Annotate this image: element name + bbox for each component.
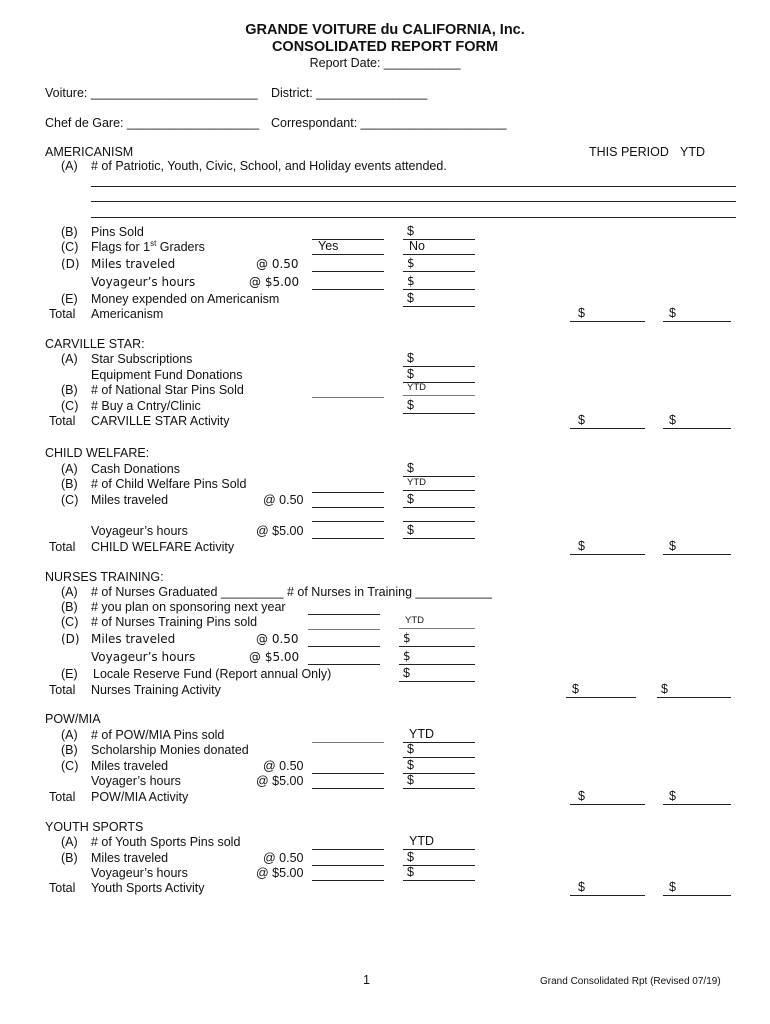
dollar-sign: $: [578, 539, 585, 553]
national-star-pins-label: # of National Star Pins Sold: [91, 383, 244, 397]
star-subscriptions-label: Star Subscriptions: [91, 352, 193, 366]
dollar-sign: $: [578, 789, 585, 803]
dollar-sign: $: [407, 492, 414, 506]
nurses-total-period-field[interactable]: [566, 682, 636, 698]
item-code: (A): [61, 835, 78, 849]
item-code: (A): [61, 462, 78, 476]
reserve-fund-field[interactable]: [399, 666, 475, 682]
miles-rate: @ 0.50: [263, 493, 304, 507]
voyageur-qty-field[interactable]: [312, 274, 384, 290]
nurses-pins-label: # of Nurses Training Pins sold: [91, 615, 258, 629]
ytd-label: YTD: [409, 727, 434, 741]
this-period-column-header: THIS PERIOD: [589, 145, 669, 159]
miles-rate: @ 0.50: [256, 257, 299, 271]
miles-qty-field[interactable]: [312, 256, 384, 272]
americanism-total-label: Americanism: [91, 307, 164, 321]
child-welfare-pins-label: # of Child Welfare Pins Sold: [91, 477, 247, 491]
child-welfare-total-label: CHILD WELFARE Activity: [91, 540, 235, 554]
flags-label-text: Graders: [156, 240, 205, 254]
blank-line[interactable]: [312, 521, 384, 522]
youth-total-period-field[interactable]: [570, 880, 645, 896]
yes-label: Yes: [318, 239, 339, 253]
item-code: (D): [61, 632, 80, 646]
miles-rate: @ 0.50: [263, 851, 304, 865]
total-code: Total: [49, 540, 76, 554]
youth-sports-heading: YOUTH SPORTS: [45, 820, 144, 834]
americanism-events-label: # of Patriotic, Youth, Civic, School, and Holiday events attended.: [91, 159, 447, 173]
dollar-sign: $: [403, 631, 411, 645]
total-code: Total: [49, 307, 76, 321]
sponsoring-label: # you plan on sponsoring next year: [91, 600, 286, 614]
child-total-ytd-field[interactable]: [663, 539, 731, 555]
miles-traveled-label: Miles traveled: [91, 759, 169, 773]
nurses-voyageur-amount-field[interactable]: [399, 649, 475, 665]
nurses-total-label: Nurses Training Activity: [91, 683, 221, 697]
dollar-sign: $: [407, 461, 414, 475]
child-total-period-field[interactable]: [570, 539, 645, 555]
dollar-sign: $: [407, 850, 414, 864]
dollar-sign: $: [407, 224, 414, 238]
miles-rate: @ 0.50: [263, 759, 304, 773]
scholarship-label: Scholarship Monies donated: [91, 743, 249, 757]
miles-traveled-label: Miles traveled: [91, 257, 176, 271]
voiture-field[interactable]: Voiture: ________________________: [45, 86, 258, 100]
dollar-sign: $: [407, 742, 414, 756]
dollar-sign: $: [407, 523, 414, 537]
pins-sold-amount-field[interactable]: [403, 224, 475, 240]
dollar-sign: $: [407, 367, 414, 381]
voyageur-rate: @ $5.00: [256, 866, 304, 880]
americanism-total-ytd-field[interactable]: [663, 306, 731, 322]
dollar-sign: $: [407, 398, 414, 412]
ordinal-suffix: st: [150, 238, 157, 248]
page-number: 1: [363, 973, 370, 987]
dollar-sign: $: [578, 306, 585, 320]
nurses-training-heading: NURSES TRAINING:: [45, 570, 164, 584]
youth-total-ytd-field[interactable]: [663, 880, 731, 896]
pow-total-period-field[interactable]: [570, 789, 645, 805]
flags-no-field[interactable]: [403, 239, 475, 255]
item-code: (C): [61, 615, 79, 629]
pow-miles-amount-field[interactable]: [403, 758, 475, 774]
buy-a-clinic-field[interactable]: [403, 398, 475, 414]
miles-traveled-label: Miles traveled: [91, 851, 169, 865]
dollar-sign: $: [407, 865, 414, 879]
dollar-sign: $: [669, 539, 676, 553]
correspondant-field[interactable]: Correspondant: _____________________: [271, 116, 507, 130]
blank-line[interactable]: [403, 521, 475, 522]
item-code: (E): [61, 667, 78, 681]
carville-heading: CARVILLE STAR:: [45, 337, 145, 351]
dollar-sign: $: [572, 682, 579, 696]
youth-sports-pins-label: # of Youth Sports Pins sold: [91, 835, 241, 849]
total-code: Total: [49, 414, 76, 428]
item-code: (C): [61, 399, 79, 413]
voyageur-amount-field[interactable]: [403, 274, 475, 290]
voyageur-rate: @ $5.00: [256, 524, 304, 538]
events-write-line[interactable]: [91, 217, 736, 218]
dollar-sign: $: [661, 682, 668, 696]
dollar-sign: $: [407, 256, 415, 270]
voyageur-hours-label: Voyageur’s hours: [91, 275, 196, 289]
item-code: (A): [61, 728, 78, 742]
ytd-label: YTD: [407, 382, 426, 393]
child-miles-qty-field[interactable]: [312, 492, 384, 508]
pow-voyageur-qty-field[interactable]: [312, 773, 384, 789]
no-label: No: [409, 239, 425, 253]
flags-label: [91, 240, 205, 255]
nurses-total-ytd-field[interactable]: [657, 682, 731, 698]
form-subtitle: CONSOLIDATED REPORT FORM: [271, 39, 499, 55]
youth-pins-qty-field[interactable]: [312, 834, 384, 850]
item-code: (C): [61, 493, 79, 507]
item-code: (A): [61, 585, 78, 599]
item-code: (B): [61, 383, 78, 397]
nurses-miles-qty-field[interactable]: [308, 631, 380, 647]
star-subscriptions-field[interactable]: [403, 351, 475, 367]
carville-total-ytd-field[interactable]: [663, 413, 731, 429]
dollar-sign: $: [407, 773, 414, 787]
ytd-column-header: YTD: [680, 145, 705, 159]
child-welfare-pins-ytd-field[interactable]: [403, 475, 475, 491]
child-welfare-pins-qty-field[interactable]: [312, 477, 384, 493]
item-code: (B): [61, 600, 78, 614]
dollar-sign: $: [403, 666, 410, 680]
youth-voyageur-qty-field[interactable]: [312, 865, 384, 881]
pow-mia-pins-qty-field[interactable]: [312, 727, 384, 743]
voyageur-rate: @ $5.00: [249, 650, 300, 664]
dollar-sign: $: [407, 758, 414, 772]
miles-traveled-label: Miles traveled: [91, 632, 176, 646]
nurses-voyageur-qty-field[interactable]: [308, 649, 380, 665]
item-code: (B): [61, 477, 78, 491]
child-voyageur-amount-field[interactable]: [403, 523, 475, 539]
dollar-sign: $: [578, 413, 585, 427]
item-code: (B): [61, 851, 78, 865]
item-code: (E): [61, 292, 78, 306]
youth-miles-qty-field[interactable]: [312, 850, 384, 866]
item-code: (A): [61, 159, 78, 173]
reserve-fund-label: Locale Reserve Fund (Report annual Only): [93, 667, 332, 681]
events-write-line[interactable]: [91, 201, 736, 202]
pow-mia-total-label: POW/MIA Activity: [91, 790, 189, 804]
sponsoring-field[interactable]: [308, 599, 380, 615]
item-code: (D): [61, 257, 80, 271]
buy-a-clinic-label: # Buy a Cntry/Clinic: [91, 399, 201, 413]
nurses-pins-ytd-field[interactable]: [399, 613, 475, 629]
dollar-sign: $: [669, 306, 676, 320]
district-field[interactable]: District: ________________: [271, 86, 428, 100]
carville-total-label: CARVILLE STAR Activity: [91, 414, 230, 428]
carville-total-period-field[interactable]: [570, 413, 645, 429]
item-code: (B): [61, 743, 78, 757]
item-code: (C): [61, 240, 79, 254]
pow-total-ytd-field[interactable]: [663, 789, 731, 805]
dollar-sign: $: [669, 789, 676, 803]
youth-voyageur-amount-field[interactable]: [403, 865, 475, 881]
pow-mia-pins-label: # of POW/MIA Pins sold: [91, 728, 225, 742]
nurses-graduated-label[interactable]: # of Nurses Graduated _________ # of Nurses in Training ___________: [91, 585, 492, 599]
dollar-sign: $: [669, 880, 676, 894]
child-voyageur-qty-field[interactable]: [312, 523, 384, 539]
miles-amount-field[interactable]: [403, 256, 475, 272]
voyageur-rate: @ $5.00: [256, 774, 304, 788]
dollar-sign: $: [578, 880, 585, 894]
child-miles-amount-field[interactable]: [403, 492, 475, 508]
item-code: (C): [61, 759, 79, 773]
chef-de-gare-field[interactable]: Chef de Gare: ___________________: [45, 116, 260, 130]
ytd-label: YTD: [405, 615, 424, 626]
miles-rate: @ 0.50: [256, 632, 299, 646]
americanism-total-period-field[interactable]: [570, 306, 645, 322]
voyageur-hours-label: Voyageur’s hours: [91, 524, 188, 538]
scholarship-field[interactable]: [403, 742, 475, 758]
nurses-miles-amount-field[interactable]: [399, 631, 475, 647]
voyageur-rate: @ $5.00: [249, 275, 300, 289]
money-expended-field[interactable]: [403, 291, 475, 307]
youth-pins-ytd-field[interactable]: [403, 834, 475, 850]
pow-mia-pins-ytd-field[interactable]: [403, 727, 475, 743]
cash-donations-label: Cash Donations: [91, 462, 180, 476]
revision-note: Grand Consolidated Rpt (Revised 07/19): [540, 976, 721, 987]
nurses-pins-qty-field[interactable]: [308, 614, 380, 630]
total-code: Total: [49, 881, 76, 895]
dollar-sign: $: [407, 291, 414, 305]
pow-miles-qty-field[interactable]: [312, 758, 384, 774]
dollar-sign: $: [669, 413, 676, 427]
voyager-hours-label: Voyager’s hours: [91, 774, 181, 788]
report-date-field[interactable]: Report Date: ___________: [309, 56, 461, 70]
form-title: GRANDE VOITURE du CALIFORNIA, Inc.: [245, 22, 525, 38]
dollar-sign: $: [403, 649, 411, 663]
item-code: (B): [61, 225, 78, 239]
youth-total-label: Youth Sports Activity: [91, 881, 205, 895]
item-code: (A): [61, 352, 78, 366]
flags-yes-field[interactable]: [312, 239, 384, 255]
voyageur-hours-label: Voyageur’s hours: [91, 650, 196, 664]
pow-mia-heading: POW/MIA: [45, 712, 101, 726]
americanism-heading: AMERICANISM: [45, 145, 134, 159]
child-welfare-heading: CHILD WELFARE:: [45, 446, 150, 460]
pow-voyageur-amount-field[interactable]: [403, 773, 475, 789]
events-write-line[interactable]: [91, 186, 736, 187]
dollar-sign: $: [407, 351, 414, 365]
youth-miles-amount-field[interactable]: [403, 850, 475, 866]
national-star-pins-qty-field[interactable]: [312, 382, 384, 398]
miles-traveled-label: Miles traveled: [91, 493, 169, 507]
ytd-label: YTD: [407, 477, 426, 488]
money-expended-label: Money expended on Americanism: [91, 292, 280, 306]
national-star-pins-ytd-field[interactable]: [403, 380, 475, 396]
voyageur-hours-label: Voyageur’s hours: [91, 866, 188, 880]
flags-label-text: Flags for 1: [91, 240, 151, 254]
pins-sold-qty-field[interactable]: [312, 224, 384, 240]
pins-sold-label: Pins Sold: [91, 225, 144, 239]
equipment-fund-label: Equipment Fund Donations: [91, 368, 243, 382]
dollar-sign: $: [407, 274, 415, 288]
total-code: Total: [49, 790, 76, 804]
total-code: Total: [49, 683, 76, 697]
ytd-label: YTD: [409, 834, 434, 848]
